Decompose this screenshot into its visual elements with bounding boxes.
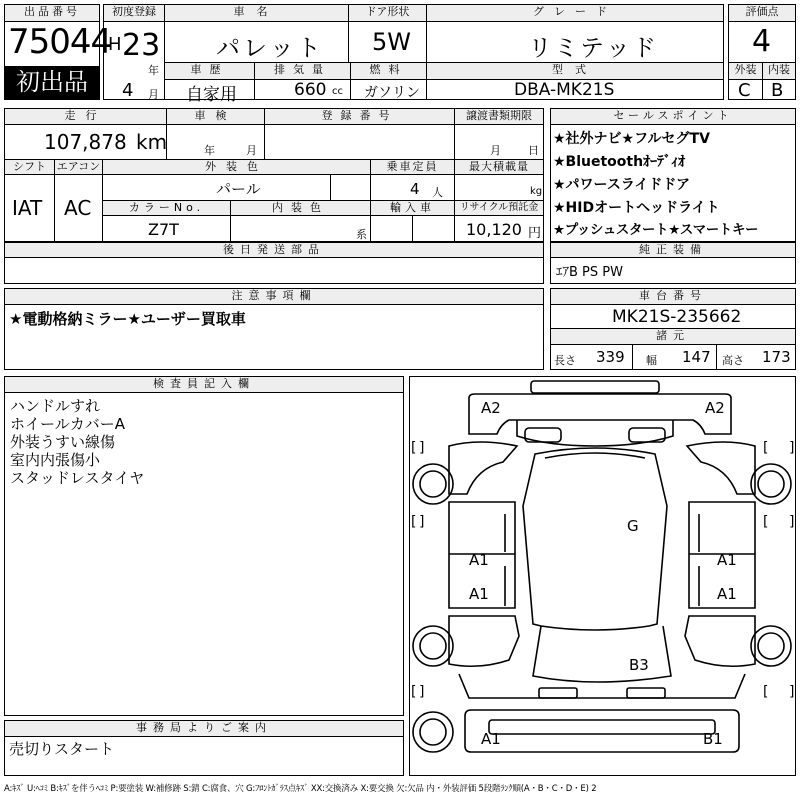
sales-point-4: ★HIDオートヘッドライト — [553, 200, 720, 216]
exterior-grade: C — [738, 80, 751, 101]
equipment: ｴｱB PS PW — [556, 265, 623, 280]
fuel-label: 燃料 — [351, 63, 426, 79]
max-load-unit: kg — [530, 186, 543, 197]
grade-label: グレード — [427, 5, 723, 21]
sales-point-3: ★パワースライドドア — [553, 177, 691, 193]
width-label: 幅 — [646, 354, 657, 367]
history: 自家用 — [186, 85, 237, 105]
ac-label: エアコン — [56, 160, 101, 173]
sales-point-1: ★社外ナビ★フルセグTV — [553, 131, 710, 147]
reg-no-label: 登録番号 — [265, 109, 454, 124]
first-reg-year: 23 — [122, 28, 161, 63]
damage-mark-front-right: A2 — [705, 399, 725, 417]
car-diagram-svg — [409, 376, 796, 776]
inspector-line-5: スタッドレスタイヤ — [10, 469, 145, 487]
first-reg-month: 4 — [122, 80, 134, 101]
shift: IAT — [12, 196, 43, 220]
score: 4 — [752, 24, 772, 59]
notes: ★電動格納ミラー★ユーザー買取車 — [9, 310, 246, 328]
bracket-left-top-r: [ — [763, 440, 769, 456]
height: 173 — [762, 348, 791, 366]
inspector-line-2: ホイールカバーA — [10, 415, 125, 433]
fuel: ガソリン — [364, 85, 420, 101]
bracket-right-top-r: ] — [789, 440, 795, 456]
door-type: 5W — [372, 28, 411, 56]
model: DBA-MK21S — [514, 80, 615, 100]
height-label: 高さ — [722, 354, 744, 367]
model-label: 型式 — [427, 63, 723, 79]
first-reg-label: 初度登録 — [104, 5, 164, 21]
transfer-day-unit: 日 — [528, 144, 539, 157]
bracket-left-low: [ — [411, 684, 417, 700]
mileage-label: 走行 — [5, 109, 166, 124]
ext-color: パール — [216, 180, 261, 198]
details-block — [4, 108, 544, 242]
damage-mark-rear-right: B1 — [703, 730, 723, 748]
history-label: 車歴 — [165, 63, 254, 79]
first-listing-badge: 初出品 — [5, 66, 99, 99]
bracket-left-top: [ — [411, 440, 417, 456]
damage-mark-windshield: G — [627, 517, 639, 535]
car-name: パレット — [216, 34, 324, 62]
damage-mark-right-front-door: A1 — [717, 551, 737, 569]
score-label: 評価点 — [729, 5, 795, 21]
dims-label: 諸元 — [551, 329, 795, 344]
inspector-label: 検査員記入欄 — [5, 377, 403, 392]
legend: A:ｷｽﾞ U:ﾍｺﾐ B:ｷｽﾞを伴うﾍｺﾐ P:要塗装 W:補修跡 S:錆 C:腐食、穴 G:ﾌﾛﾝﾄｶﾞﾗｽ点ｷｽﾞ XX:交換済み X:要交換 欠:欠品 内・外装評価 5段階ﾗﾝｸ順(A・B・C・D・E) 2 — [4, 784, 597, 794]
lot-number-label: 出品番号 — [5, 5, 99, 21]
damage-mark-left-rear-door: A1 — [469, 585, 489, 603]
width: 147 — [682, 348, 711, 366]
sales-point-2: ★Bluetoothｵｰﾃﾞｨｵ — [553, 154, 686, 170]
int-color-label: 内装色 — [231, 201, 370, 215]
sales-point-5: ★プッシュスタート★スマートキー — [553, 223, 759, 238]
capacity-label: 乗車定員 — [371, 160, 454, 174]
capacity: 4 — [410, 180, 420, 198]
inspection-label: 車検 — [167, 109, 264, 124]
office-message: 売切りスタート — [9, 740, 115, 758]
later-parts-label: 後日発送部品 — [5, 243, 543, 257]
recycle-label: リサイクル預託金 — [455, 201, 543, 215]
length-label: 長さ — [554, 354, 576, 367]
interior-label: 内装 — [763, 63, 795, 79]
office-label: 事務局よりご案内 — [5, 721, 403, 736]
color-no-label: カラーNo. — [103, 201, 230, 215]
damage-mark-front-left: A2 — [481, 399, 501, 417]
mileage: 107,878 — [44, 130, 127, 154]
damage-mark-rear-hatch: B3 — [629, 656, 649, 674]
inspector-line-4: 室内内張傷小 — [10, 451, 101, 469]
bracket-right-low-r: ] — [789, 684, 795, 700]
import-label: 輸入車 — [371, 201, 454, 215]
equipment-label: 純正装備 — [551, 243, 795, 257]
door-label: ドア形状 — [349, 5, 426, 21]
transfer-month-unit: 月 — [490, 144, 501, 157]
month-unit: 月 — [148, 88, 159, 101]
transfer-label: 譲渡書類期限 — [455, 109, 543, 124]
ext-color-label: 外装色 — [103, 160, 370, 174]
bracket-left-low-r: [ — [763, 684, 769, 700]
notes-label: 注意事項欄 — [5, 289, 543, 304]
damage-mark-left-front-door: A1 — [469, 551, 489, 569]
displacement: 660 — [294, 80, 327, 100]
bracket-right-mid: ] — [419, 514, 425, 530]
ac: AC — [64, 196, 92, 220]
bracket-right-top: ] — [419, 440, 425, 456]
bracket-left-mid-r: [ — [763, 514, 769, 530]
inspection-year-unit: 年 — [204, 144, 215, 157]
year-unit: 年 — [148, 64, 159, 77]
sales-points-label: セールスポイント — [551, 109, 795, 124]
displacement-label: 排気量 — [255, 63, 350, 79]
int-color-unit: 系 — [356, 228, 367, 241]
exterior-label: 外装 — [729, 63, 762, 79]
grade: リミテッド — [528, 34, 658, 62]
bracket-right-low: ] — [419, 684, 425, 700]
mileage-unit: km — [136, 130, 168, 154]
max-load-label: 最大積載量 — [455, 160, 543, 174]
era: H — [108, 34, 122, 55]
recycle-unit: 円 — [528, 226, 542, 241]
chassis-label: 車台番号 — [551, 289, 795, 304]
shift-label: シフト — [5, 160, 54, 174]
damage-mark-rear-left: A1 — [481, 730, 501, 748]
displacement-unit: cc — [332, 86, 343, 97]
inspector-line-3: 外装うすい線傷 — [10, 433, 116, 451]
interior-grade: B — [771, 80, 784, 101]
lot-number: 75044 — [8, 22, 112, 62]
bracket-left-mid: [ — [411, 514, 417, 530]
inspector-line-1: ハンドルすれ — [10, 397, 101, 415]
chassis-number: MK21S-235662 — [612, 307, 742, 327]
length: 339 — [596, 348, 625, 366]
car-name-label: 車名 — [165, 5, 348, 21]
bracket-right-mid-r: ] — [789, 514, 795, 530]
inspection-month-unit: 月 — [246, 144, 257, 157]
recycle: 10,120 — [466, 220, 522, 239]
capacity-unit: 人 — [432, 186, 443, 199]
color-no: Z7T — [148, 220, 179, 239]
damage-mark-right-rear-door: A1 — [717, 585, 737, 603]
